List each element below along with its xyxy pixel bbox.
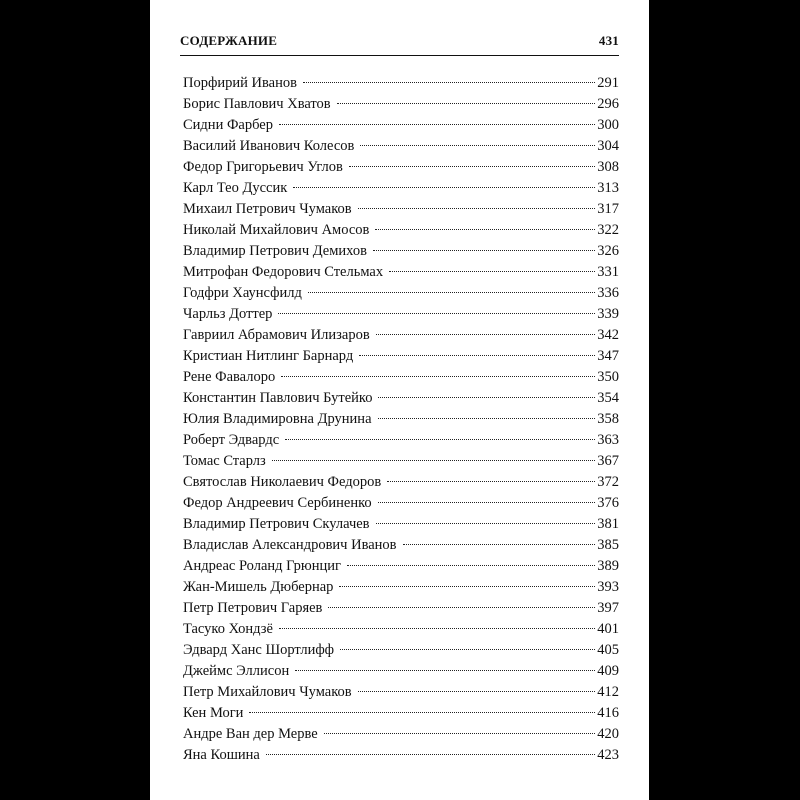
toc-entry-name: Владимир Петрович Демихов: [183, 243, 367, 259]
dot-leader: [360, 145, 595, 146]
toc-entry-name: Джеймс Эллисон: [183, 663, 290, 679]
toc-entry: [183, 241, 619, 262]
toc-entry: [183, 682, 619, 703]
toc-entry-page: 363: [597, 432, 619, 448]
toc-entry: [183, 535, 619, 556]
toc-entry-page: 416: [597, 705, 619, 721]
dot-leader: [266, 754, 595, 755]
toc-entry: [183, 367, 619, 388]
toc-entry-page: 412: [597, 684, 619, 700]
toc-entry: [183, 157, 619, 178]
dot-leader: [281, 376, 595, 377]
toc-entry-page: 296: [597, 96, 619, 112]
toc-entry-name: Роберт Эдвардс: [183, 432, 280, 448]
toc-entry-name: Яна Кошина: [183, 747, 260, 763]
dot-leader: [347, 565, 595, 566]
toc-entry: [183, 115, 619, 136]
toc-entry: [183, 73, 619, 94]
dot-leader: [279, 628, 595, 629]
toc-entry: [183, 703, 619, 724]
section-title: СОДЕРЖАНИЕ: [180, 33, 278, 48]
toc-entry-page: 367: [597, 453, 619, 469]
toc-entry: [183, 556, 619, 577]
toc-entry-name: Томас Старлз: [183, 453, 266, 469]
dot-leader: [340, 649, 595, 650]
toc-entry-name: Порфирий Иванов: [183, 75, 297, 91]
dot-leader: [272, 460, 595, 461]
toc-entry-name: Эдвард Ханс Шортлифф: [183, 642, 335, 658]
toc-entry: [183, 94, 619, 115]
dot-leader: [339, 586, 595, 587]
dot-leader: [403, 544, 596, 545]
toc-entry-page: 372: [597, 474, 619, 490]
toc-entry-page: 304: [597, 138, 619, 154]
toc-entry-name: Карл Тео Дуссик: [183, 180, 288, 196]
dot-leader: [285, 439, 595, 440]
dot-leader: [293, 187, 595, 188]
toc-entry: [183, 262, 619, 283]
toc-entry: [183, 409, 619, 430]
toc-entry: [183, 661, 619, 682]
toc-entry-name: Кристиан Нитлинг Барнард: [183, 348, 354, 364]
toc-entry-page: 401: [597, 621, 619, 637]
toc-entry: [183, 136, 619, 157]
dot-leader: [349, 166, 595, 167]
toc-entry-name: Андреас Роланд Грюнциг: [183, 558, 341, 574]
dot-leader: [376, 334, 596, 335]
dot-leader: [376, 523, 596, 524]
toc-entry-page: 381: [597, 516, 619, 532]
toc-entry-page: 376: [597, 495, 619, 511]
toc-entry-name: Владимир Петрович Скулачев: [183, 516, 370, 532]
dot-leader: [358, 208, 596, 209]
dot-leader: [387, 481, 595, 482]
dot-leader: [378, 502, 596, 503]
toc-entry-page: 331: [597, 264, 619, 280]
dot-leader: [373, 250, 595, 251]
toc-entry: [183, 178, 619, 199]
toc-entry-name: Петр Петрович Гаряев: [183, 600, 323, 616]
toc-entry-name: Юлия Владимировна Друнина: [183, 411, 372, 427]
dot-leader: [378, 418, 596, 419]
toc-entry-name: Николай Михайлович Амосов: [183, 222, 370, 238]
toc-entry: [183, 430, 619, 451]
toc-entry-page: 342: [597, 327, 619, 343]
toc-entry-name: Святослав Николаевич Федоров: [183, 474, 382, 490]
toc-entry: [183, 514, 619, 535]
dot-leader: [279, 124, 595, 125]
toc-entry: [183, 724, 619, 745]
toc-entry-page: 326: [597, 243, 619, 259]
toc-entry-page: 308: [597, 159, 619, 175]
toc-entry-page: 389: [597, 558, 619, 574]
toc-entry-page: 358: [597, 411, 619, 427]
toc-entry: [183, 619, 619, 640]
toc-entry-name: Андре Ван дер Мерве: [183, 726, 318, 742]
toc-entry: [183, 640, 619, 661]
toc-entry: [183, 220, 619, 241]
toc-entry: [183, 346, 619, 367]
toc-entry-name: Годфри Хаунсфилд: [183, 285, 302, 301]
toc-entry: [183, 325, 619, 346]
toc-entry-page: 354: [597, 390, 619, 406]
toc-entry-page: 339: [597, 306, 619, 322]
toc-entry-name: Владислав Александрович Иванов: [183, 537, 397, 553]
toc-entry-name: Петр Михайлович Чумаков: [183, 684, 352, 700]
toc-entry-page: 291: [597, 75, 619, 91]
dot-leader: [249, 712, 595, 713]
dot-leader: [378, 397, 595, 398]
toc-entry-page: 405: [597, 642, 619, 658]
running-head: [180, 33, 619, 53]
toc-entry-page: 409: [597, 663, 619, 679]
toc-entry: [183, 472, 619, 493]
toc-entry: [183, 451, 619, 472]
dot-leader: [295, 670, 595, 671]
header-rule: [180, 55, 619, 56]
dot-leader: [308, 292, 595, 293]
toc-entry-name: Кен Моги: [183, 705, 244, 721]
toc-entry-name: Михаил Петрович Чумаков: [183, 201, 352, 217]
toc-entry-name: Сидни Фарбер: [183, 117, 273, 133]
toc-entry-page: 322: [597, 222, 619, 238]
toc-entry-page: 397: [597, 600, 619, 616]
toc-entry: [183, 199, 619, 220]
toc-entry-page: 300: [597, 117, 619, 133]
toc-entry: [183, 283, 619, 304]
toc-entry: [183, 598, 619, 619]
table-of-contents: [183, 73, 619, 766]
toc-entry-name: Тасуко Хондзё: [183, 621, 273, 637]
toc-entry-page: 393: [597, 579, 619, 595]
toc-entry: [183, 388, 619, 409]
book-page: [150, 0, 649, 800]
toc-entry-page: 313: [597, 180, 619, 196]
toc-entry-name: Жан-Мишель Дюбернар: [183, 579, 334, 595]
toc-entry-name: Федор Григорьевич Углов: [183, 159, 343, 175]
toc-entry: [183, 577, 619, 598]
toc-entry-name: Василий Иванович Колесов: [183, 138, 355, 154]
toc-entry-page: 420: [597, 726, 619, 742]
toc-entry-name: Борис Павлович Хватов: [183, 96, 331, 112]
dot-leader: [389, 271, 595, 272]
toc-entry-name: Рене Фавалоро: [183, 369, 276, 385]
dot-leader: [328, 607, 595, 608]
toc-entry-page: 385: [597, 537, 619, 553]
toc-entry: [183, 493, 619, 514]
toc-entry: [183, 304, 619, 325]
toc-entry-name: Федор Андреевич Сербиненко: [183, 495, 372, 511]
dot-leader: [324, 733, 596, 734]
dot-leader: [337, 103, 596, 104]
dot-leader: [358, 691, 596, 692]
toc-entry-page: 347: [597, 348, 619, 364]
toc-entry-name: Митрофан Федорович Стельмах: [183, 264, 384, 280]
dot-leader: [278, 313, 595, 314]
toc-entry-name: Гавриил Абрамович Илизаров: [183, 327, 370, 343]
toc-entry: [183, 745, 619, 766]
toc-entry-page: 423: [597, 747, 619, 763]
dot-leader: [375, 229, 595, 230]
page-number: 431: [598, 33, 619, 48]
toc-entry-page: 317: [597, 201, 619, 217]
toc-entry-name: Чарльз Доттер: [183, 306, 273, 322]
dot-leader: [359, 355, 595, 356]
toc-entry-page: 350: [597, 369, 619, 385]
toc-entry-name: Константин Павлович Бутейко: [183, 390, 373, 406]
dot-leader: [303, 82, 595, 83]
toc-entry-page: 336: [597, 285, 619, 301]
